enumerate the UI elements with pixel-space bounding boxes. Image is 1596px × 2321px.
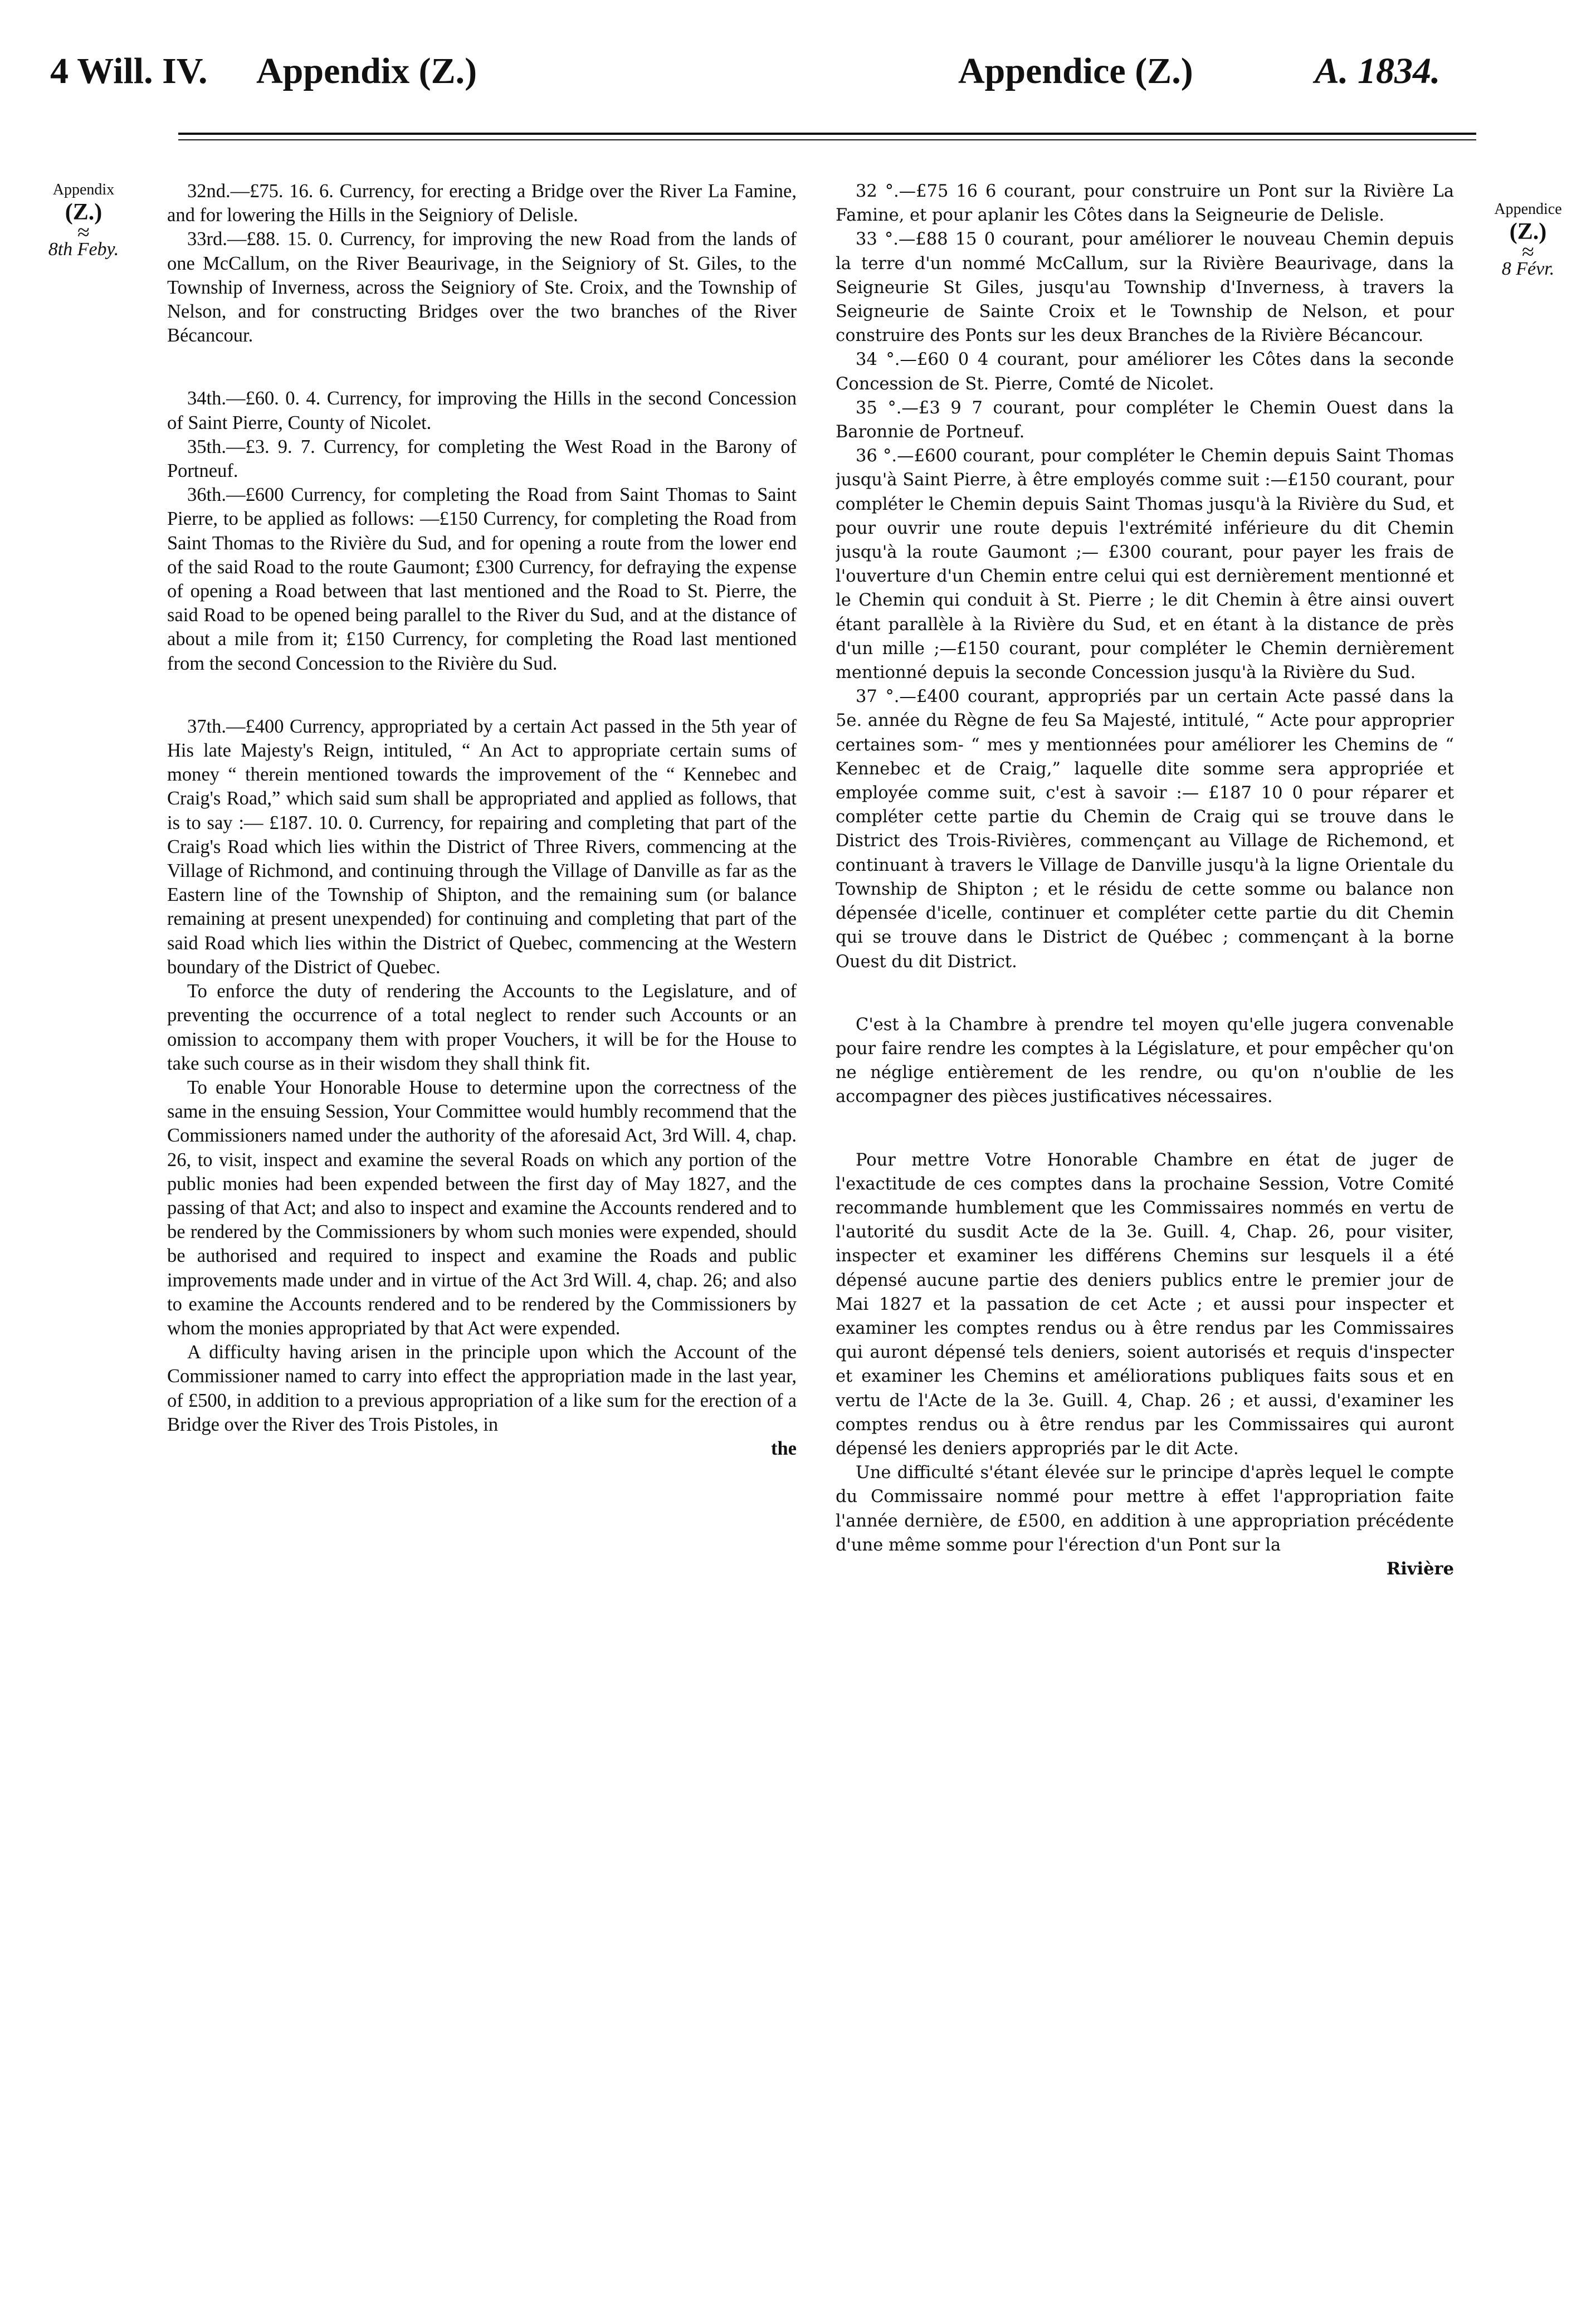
paragraph: 33 °.—£88 15 0 courant, pour améliorer le nouveau Chemin depuis la terre d'un nommé McCallum, sur la Rivière Beaurivage, dans la Seigneurie St Giles, jusqu'au Township d'Inverness, à travers la Seigneurie de Sainte Croix et le Township de Nelson, et pour construire des Ponts sur les deux Branches de la Rivière Bécancour.: [836, 230, 1454, 346]
paragraph: C'est à la Chambre à prendre tel moyen qu'elle jugera convenable pour faire rendre les comptes à la Législature, et pour empêcher qu'on ne néglige entièrement de les rendre, ou qu'on n'oublie de les accompagner des pièces justificatives nécessaires.: [836, 1015, 1454, 1107]
header-rule-thin: [178, 139, 1476, 140]
margin-date: 8th Feby.: [48, 239, 119, 260]
paragraph: 33rd.—£88. 15. 0. Currency, for improving the new Road from the lands of one McCallum, on the River Beaurivage, in the Seigniory of St. Giles, to the Township of Inverness, across the Seigniory of Ste. Croix, and the Township of Nelson, and for constructing Bridges over the two branches of the River Bécancour.: [167, 228, 797, 347]
paragraph: 36th.—£600 Currency, for completing the Road from Saint Thomas to Saint Pierre, to be applied as follows: —£150 Currency, for completing the Road from Saint Thomas to the Rivière du Sud, and for opening a route from the lower end of the said Road to the route Gaumont; £300 Currency, for defraying the expense of opening a Road between that last mentioned and the Road to St. Pierre, the said Road to be opened being parallel to the River du Sud, and at the distance of about a mile from it; £150 Currency, for completing the Road last mentioned from the second Concession to the Rivière du Sud.: [167, 484, 797, 674]
paragraph: To enforce the duty of rendering the Accounts to the Legislature, and of preventing the occurrence of a total neglect to render such Accounts or an omission to accompany them with proper Vouchers, it will be for the House to take such course as in their wisdom they shall think fit.: [167, 981, 797, 1074]
paragraph: Pour mettre Votre Honorable Chambre en état de juger de l'exactitude de ces comptes dans la prochaine Session, Votre Comité recommande humblement que les Commissaires nommés en vertu de l'autorité du susdit Acte de la 3e. Guill. 4, Chap. 26, pour visiter, inspecter et examiner les différens Chemins sur lesquels il a été dépensé aucune partie des deniers publics entre le premier jour de Mai 1827 et la passation de cet Acte ; et aussi pour inspecter et examiner les comptes rendus ou à être rendus par les Commissaires qui auront dépensé tels deniers, soient autorisés et requis d'inspecter et examiner les Chemins et améliorations publiques faits sous et en vertu de l'Acte de la 3e. Guill. 4, Chap. 26 ; et aussi, d'examiner les comptes rendus ou à être rendus par les Commissaires qui auront dépensé les deniers appropriés par le dit Acte.: [836, 1150, 1454, 1459]
paragraph: 34 °.—£60 0 4 courant, pour améliorer les Côtes dans la seconde Concession de St. Pierre, Comté de Nicolet.: [836, 350, 1454, 394]
margin-letter: (Z.): [1509, 219, 1547, 245]
paragraph: 36 °.—£600 courant, pour compléter le Chemin depuis Saint Thomas jusqu'à Saint Pierre, à être employés comme suit :—£150 courant, pour compléter le Chemin depuis Saint Thomas jusqu'à la Rivière du Sud, et pour ouvrir une route depuis l'extrémité inférieure du dit Chemin jusqu'à la route Gaumont ;— £300 courant, pour payer les frais de l'ouverture d'un Chemin entre celui qui est dernièrement mentionné et le Chemin qui conduit à St. Pierre ; le dit Chemin à être ainsi ouvert étant parallèle à la Rivière du Sud, et en étant à la distance de près d'un mille ;—£150 courant, pour compléter le Chemin dernièrement mentionné depuis la seconde Concession jusqu'à la Rivière du Sud.: [836, 446, 1454, 683]
header-appendix-en: Appendix (Z.): [256, 51, 477, 91]
paragraph: 32nd.—£75. 16. 6. Currency, for erecting a Bridge over the River La Famine, and for lowering the Hills in the Seigniory of Delisle.: [167, 181, 797, 226]
header-appendix-fr: Appendice (Z.): [958, 51, 1193, 91]
margin-flourish: ≈: [77, 220, 90, 245]
margin-label: Appendice: [1494, 201, 1562, 218]
header-rule-thick: [178, 133, 1476, 135]
paragraph: 34th.—£60. 0. 4. Currency, for improving the Hills in the second Concession of Saint Pierre, County of Nicolet.: [167, 388, 797, 433]
margin-note-right: [1464, 201, 1592, 280]
french-column: [836, 179, 1454, 2308]
paragraph: 35th.—£3. 9. 7. Currency, for completing the West Road in the Barony of Portneuf.: [167, 436, 797, 482]
page-header: [45, 11, 1460, 111]
header-year: A. 1834.: [1315, 51, 1441, 91]
margin-label: Appendix: [52, 181, 115, 198]
margin-note-left: [22, 181, 145, 260]
paragraph: 32 °.—£75 16 6 courant, pour construire un Pont sur la Rivière La Famine, et pour aplanir les Côtes dans la Seigneurie de Delisle.: [836, 182, 1454, 226]
margin-flourish: ≈: [1522, 239, 1534, 264]
catchword: Rivière: [1386, 1558, 1454, 1579]
paragraph: To enable Your Honorable House to determine upon the correctness of the same in the ensuing Session, Your Committee would humbly recommend that the Commissioners named under the authority of the aforesaid Act, 3rd Will. 4, chap. 26, to visit, inspect and examine the several Roads on which any portion of the public monies had been expended between the first day of May 1827, and the passing of that Act; and also to inspect and examine the Accounts rendered and to be rendered by the Commissioners by whom such monies were expended, should be authorised and required to inspect and examine the Roads and public improvements made under and in virtue of the Act 3rd Will. 4, chap. 26; and also to examine the Accounts rendered and to be rendered by the Commissioners by whom the monies appropriated by that Act were expended.: [167, 1076, 797, 1339]
margin-date: 8 Févr.: [1501, 259, 1555, 279]
english-column: [167, 179, 797, 2308]
paragraph: 37 °.—£400 courant, appropriés par un certain Acte passé dans la 5e. année du Règne de feu Sa Majesté, intitulé, “ Acte pour approprier certaines som- “ mes y mentionnées pour améliorer les Chemins de “ Kennebec et de Craig,” laquelle dite somme sera appropriée et employée comme suit, c'est à savoir :— £187 10 0 pour réparer et compléter cette partie du Chemin de Craig qui se trouve dans le District des Trois-Rivières, commençant au Village de Richemond, et continuant à travers le Village de Danville jusqu'à la ligne Orientale du Township de Shipton ; et le résidu de cette somme ou balance non dépensée d'icelle, continuer et compléter cette partie du dit Chemin qui se trouve dans le District de Québec ; commençant à la borne Ouest du dit District.: [836, 687, 1454, 972]
catchword: the: [771, 1437, 797, 1459]
header-regnal-year: 4 Will. IV.: [50, 51, 208, 91]
paragraph: Une difficulté s'étant élevée sur le principe d'après lequel le compte du Commissaire nommé pour mettre à effet l'appropriation faite l'année dernière, de £500, en addition à une appropriation précédente d'une même somme pour l'érection d'un Pont sur la: [836, 1463, 1454, 1555]
margin-letter: (Z.): [65, 199, 103, 225]
paragraph: 37th.—£400 Currency, appropriated by a certain Act passed in the 5th year of His late Majesty's Reign, intituled, “ An Act to appropriate certain sums of money “ therein mentioned towards the improvement of the “ Kennebec and Craig's Road,” which said sum shall be appropriated and applied as follows, that is to say :— £187. 10. 0. Currency, for repairing and completing that part of the Craig's Road which lies within the District of Three Rivers, commencing at the Village of Richmond, and continuing through the Village of Danville as far as the Eastern line of the Township of Shipton, and the remaining sum (or balance remaining at present unexpended) for continuing and completing that part of the said Road which lies within the District of Quebec, commencing at the Western boundary of the District of Quebec.: [167, 715, 797, 978]
paragraph: A difficulty having arisen in the principle upon which the Account of the Commissioner named to carry into effect the appropriation made in the last year, of £500, in addition to a previous appropriation of a like sum for the erection of a Bridge over the River des Trois Pistoles, in: [167, 1342, 797, 1435]
paragraph: 35 °.—£3 9 7 courant, pour compléter le Chemin Ouest dans la Baronnie de Portneuf.: [836, 398, 1454, 442]
